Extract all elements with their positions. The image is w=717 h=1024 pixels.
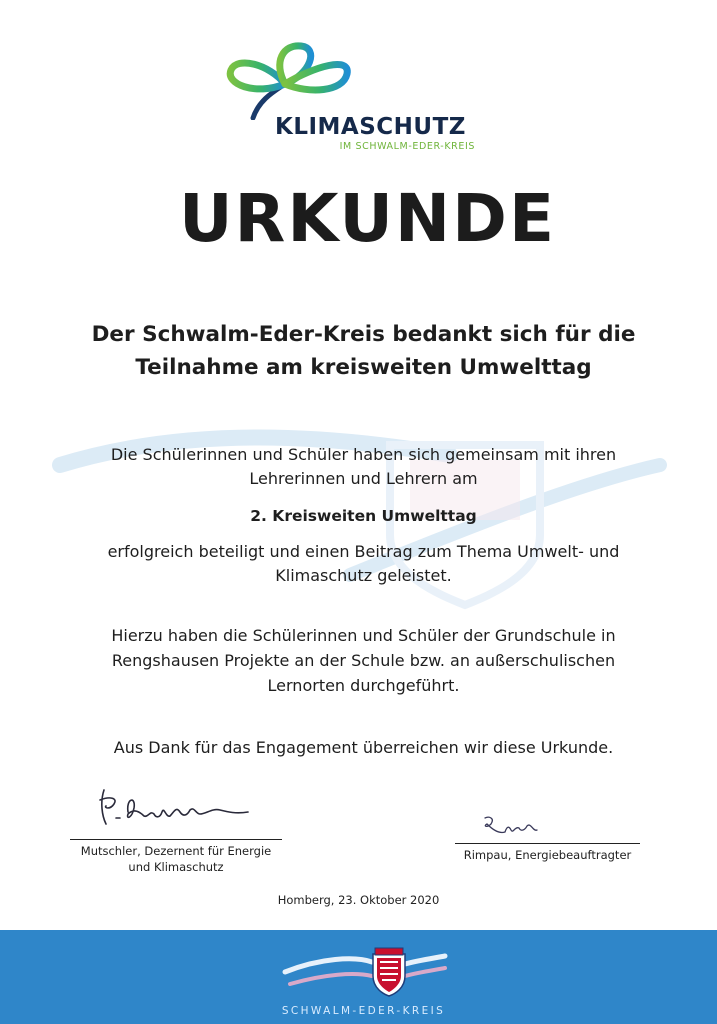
- logo-title: KLIMASCHUTZ: [275, 114, 466, 140]
- signature-line: [455, 843, 640, 844]
- footer-label: SCHWALM-EDER-KREIS: [281, 1005, 446, 1017]
- signature-block-right: [455, 812, 640, 863]
- signatory-line: und Klimaschutz: [128, 860, 224, 874]
- coat-of-arms-icon: [369, 946, 409, 998]
- footer-banner: [0, 930, 717, 1024]
- paragraph-participation: [0, 443, 717, 490]
- handwritten-signature-left: [70, 778, 282, 834]
- text-line: erfolgreich beteiligt und einen Beitrag zum Thema Umwelt- und: [107, 542, 620, 561]
- closing-sentence: Aus Dank für das Engagement überreichen wir diese Urkunde.: [113, 738, 614, 757]
- signatory-right: [455, 847, 640, 863]
- signature-line: [70, 839, 282, 840]
- signatory-line: Mutschler, Dezernent für Energie: [80, 844, 272, 858]
- event-name: 2. Kreisweiten Umwelttag: [250, 507, 477, 525]
- logo-subtitle: IM SCHWALM-EDER-KREIS: [339, 141, 475, 152]
- text-line: Klimaschutz geleistet.: [275, 566, 452, 585]
- handwritten-signature-right: [455, 812, 640, 838]
- issue-date: Homberg, 23. Oktober 2020: [277, 893, 440, 907]
- signatory-line: Rimpau, Energiebeauftragter: [463, 848, 632, 862]
- text-line: Lernorten durchgeführt.: [267, 676, 460, 695]
- subtitle-line: Der Schwalm-Eder-Kreis bedankt sich für die: [91, 322, 636, 347]
- text-line: Hierzu haben die Schülerinnen und Schüler der Grundschule in: [111, 626, 616, 645]
- signatory-left: [70, 843, 282, 875]
- klimaschutz-logo: [225, 40, 475, 160]
- signature-block-left: [70, 778, 282, 875]
- paragraph-projects: [0, 623, 717, 698]
- paragraph-contribution: [0, 540, 717, 588]
- text-line: Rengshausen Projekte an der Schule bzw. an außerschulischen: [111, 651, 616, 670]
- subtitle-line: Teilnahme am kreisweiten Umwelttag: [135, 355, 592, 380]
- subtitle: [0, 318, 717, 384]
- clover-loop-icon: [225, 40, 475, 120]
- certificate-heading: URKUNDE: [178, 180, 557, 257]
- text-line: Die Schülerinnen und Schüler haben sich gemeinsam mit ihren: [110, 445, 617, 464]
- text-line: Lehrerinnen und Lehrern am: [249, 468, 478, 488]
